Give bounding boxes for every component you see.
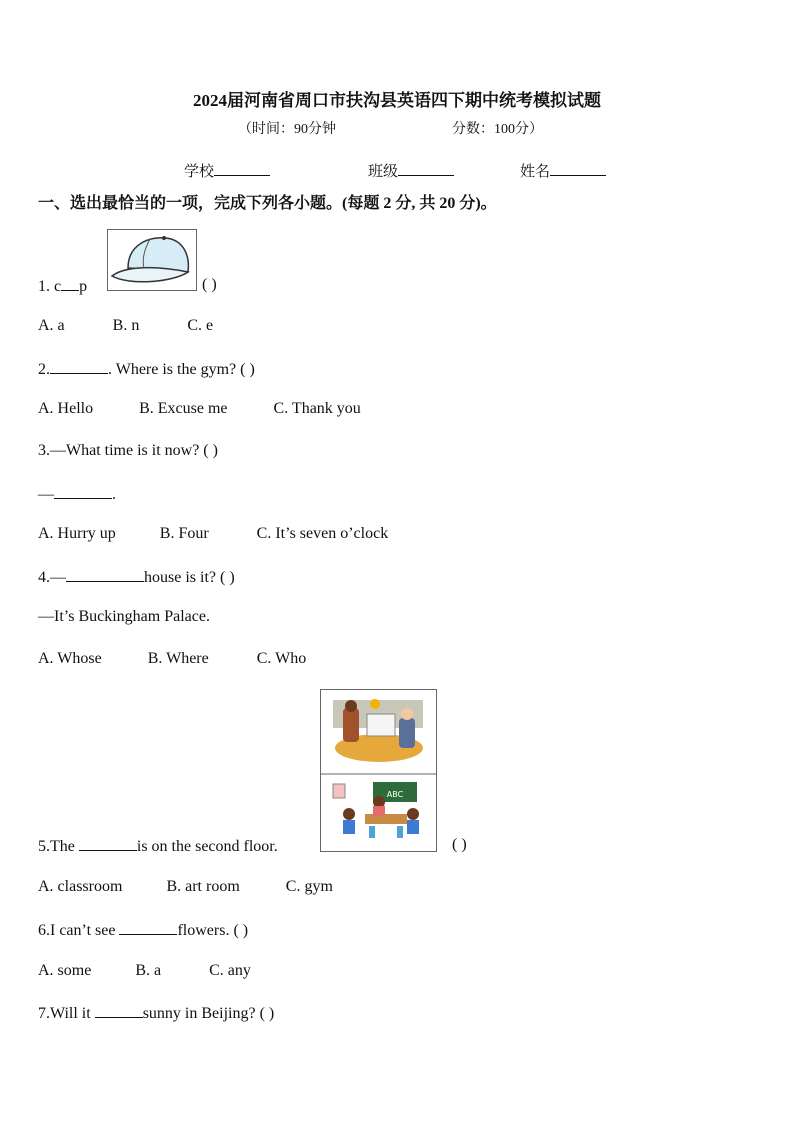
- q6-blank[interactable]: [119, 920, 177, 935]
- q7-prefix: 7.Will it: [38, 1005, 91, 1022]
- q2-option-c[interactable]: C. Thank you: [273, 400, 361, 417]
- q5-text: is on the second floor.: [136, 838, 278, 855]
- classroom-scene-icon: [333, 782, 419, 838]
- exam-score: 分数：100分）: [452, 122, 543, 137]
- q4-option-b[interactable]: B. Where: [147, 650, 209, 667]
- q3-blank[interactable]: [54, 484, 112, 499]
- q1-options: [38, 317, 213, 335]
- q5-options: [38, 878, 333, 896]
- question-1: [38, 276, 87, 296]
- q5-prefix: 5.The: [38, 838, 75, 855]
- question-5: [38, 836, 278, 856]
- q5-answer-paren[interactable]: ( ): [452, 836, 467, 853]
- q4-prefix: 4.—: [38, 569, 66, 586]
- q2-blank[interactable]: [50, 359, 108, 374]
- q6-prefix: 6.I can’t see: [38, 922, 116, 939]
- q6-text: flowers. ( ): [177, 922, 249, 939]
- art-room-scene-icon: [333, 699, 423, 762]
- q1-option-c[interactable]: C. e: [187, 317, 214, 334]
- question-4: [38, 567, 235, 587]
- baseball-cap-icon: [108, 230, 196, 290]
- school-label: 学校: [184, 164, 215, 180]
- q3-option-c[interactable]: C. It’s seven o’clock: [256, 525, 389, 542]
- q1-blank[interactable]: [61, 276, 79, 291]
- cap-image: [107, 229, 197, 291]
- question-7: [38, 1003, 274, 1023]
- q3-answer-line: [38, 484, 116, 504]
- q6-options: [38, 962, 251, 980]
- question-2: [38, 359, 255, 379]
- q3-period: .: [112, 486, 116, 503]
- q1-suffix: p: [79, 278, 88, 295]
- name-blank[interactable]: [550, 161, 606, 176]
- q2-text: . Where is the gym? ( ): [108, 361, 255, 378]
- q5-option-b[interactable]: B. art room: [166, 878, 240, 895]
- q5-blank[interactable]: [79, 836, 137, 851]
- question-6: [38, 920, 248, 940]
- q3-option-a[interactable]: A. Hurry up: [38, 525, 116, 542]
- q5-image-panel: [320, 689, 437, 852]
- name-field[interactable]: [520, 160, 606, 181]
- q3-options: [38, 525, 388, 543]
- exam-time: （时间：90分钟: [238, 122, 336, 137]
- q1-option-b[interactable]: B. n: [112, 317, 140, 334]
- q4-text: house is it? ( ): [144, 569, 235, 586]
- q2-prefix: 2.: [38, 361, 50, 378]
- q3-option-b[interactable]: B. Four: [159, 525, 209, 542]
- q5-option-c[interactable]: C. gym: [285, 878, 333, 895]
- q4-blank[interactable]: [66, 567, 144, 582]
- q6-option-a[interactable]: A. some: [38, 962, 92, 979]
- q5-scenes: [321, 690, 436, 851]
- q7-text: sunny in Beijing? ( ): [142, 1005, 275, 1022]
- school-field[interactable]: [184, 160, 270, 181]
- q2-options: [38, 400, 361, 418]
- name-label: 姓名: [520, 164, 551, 180]
- svg-text:ABC: ABC: [386, 790, 404, 799]
- q7-blank[interactable]: [95, 1003, 143, 1018]
- section-heading: 一、选出最恰当的一项，完成下列各小题。(每题 2 分, 共 20 分)。: [38, 195, 497, 212]
- q6-option-c[interactable]: C. any: [209, 962, 251, 979]
- q2-option-b[interactable]: B. Excuse me: [139, 400, 228, 417]
- class-field[interactable]: [368, 160, 454, 181]
- class-blank[interactable]: [398, 161, 454, 176]
- q4-reply: —It’s Buckingham Palace.: [38, 608, 210, 625]
- q2-option-a[interactable]: A. Hello: [38, 400, 94, 417]
- question-3: 3.—What time is it now? ( ): [38, 442, 218, 459]
- q4-option-a[interactable]: A. Whose: [38, 650, 102, 667]
- q5-option-a[interactable]: A. classroom: [38, 878, 123, 895]
- q6-option-b[interactable]: B. a: [135, 962, 162, 979]
- school-blank[interactable]: [214, 161, 270, 176]
- q4-option-c[interactable]: C. Who: [256, 650, 307, 667]
- q3-dash: —: [38, 486, 54, 503]
- q1-option-a[interactable]: A. a: [38, 317, 65, 334]
- q1-answer-paren[interactable]: ( ): [202, 276, 217, 293]
- q1-prefix: 1. c: [38, 278, 62, 295]
- class-label: 班级: [368, 164, 399, 180]
- q4-options: [38, 650, 306, 668]
- page-title: 2024届河南省周口市扶沟县英语四下期中统考模拟试题: [193, 91, 601, 110]
